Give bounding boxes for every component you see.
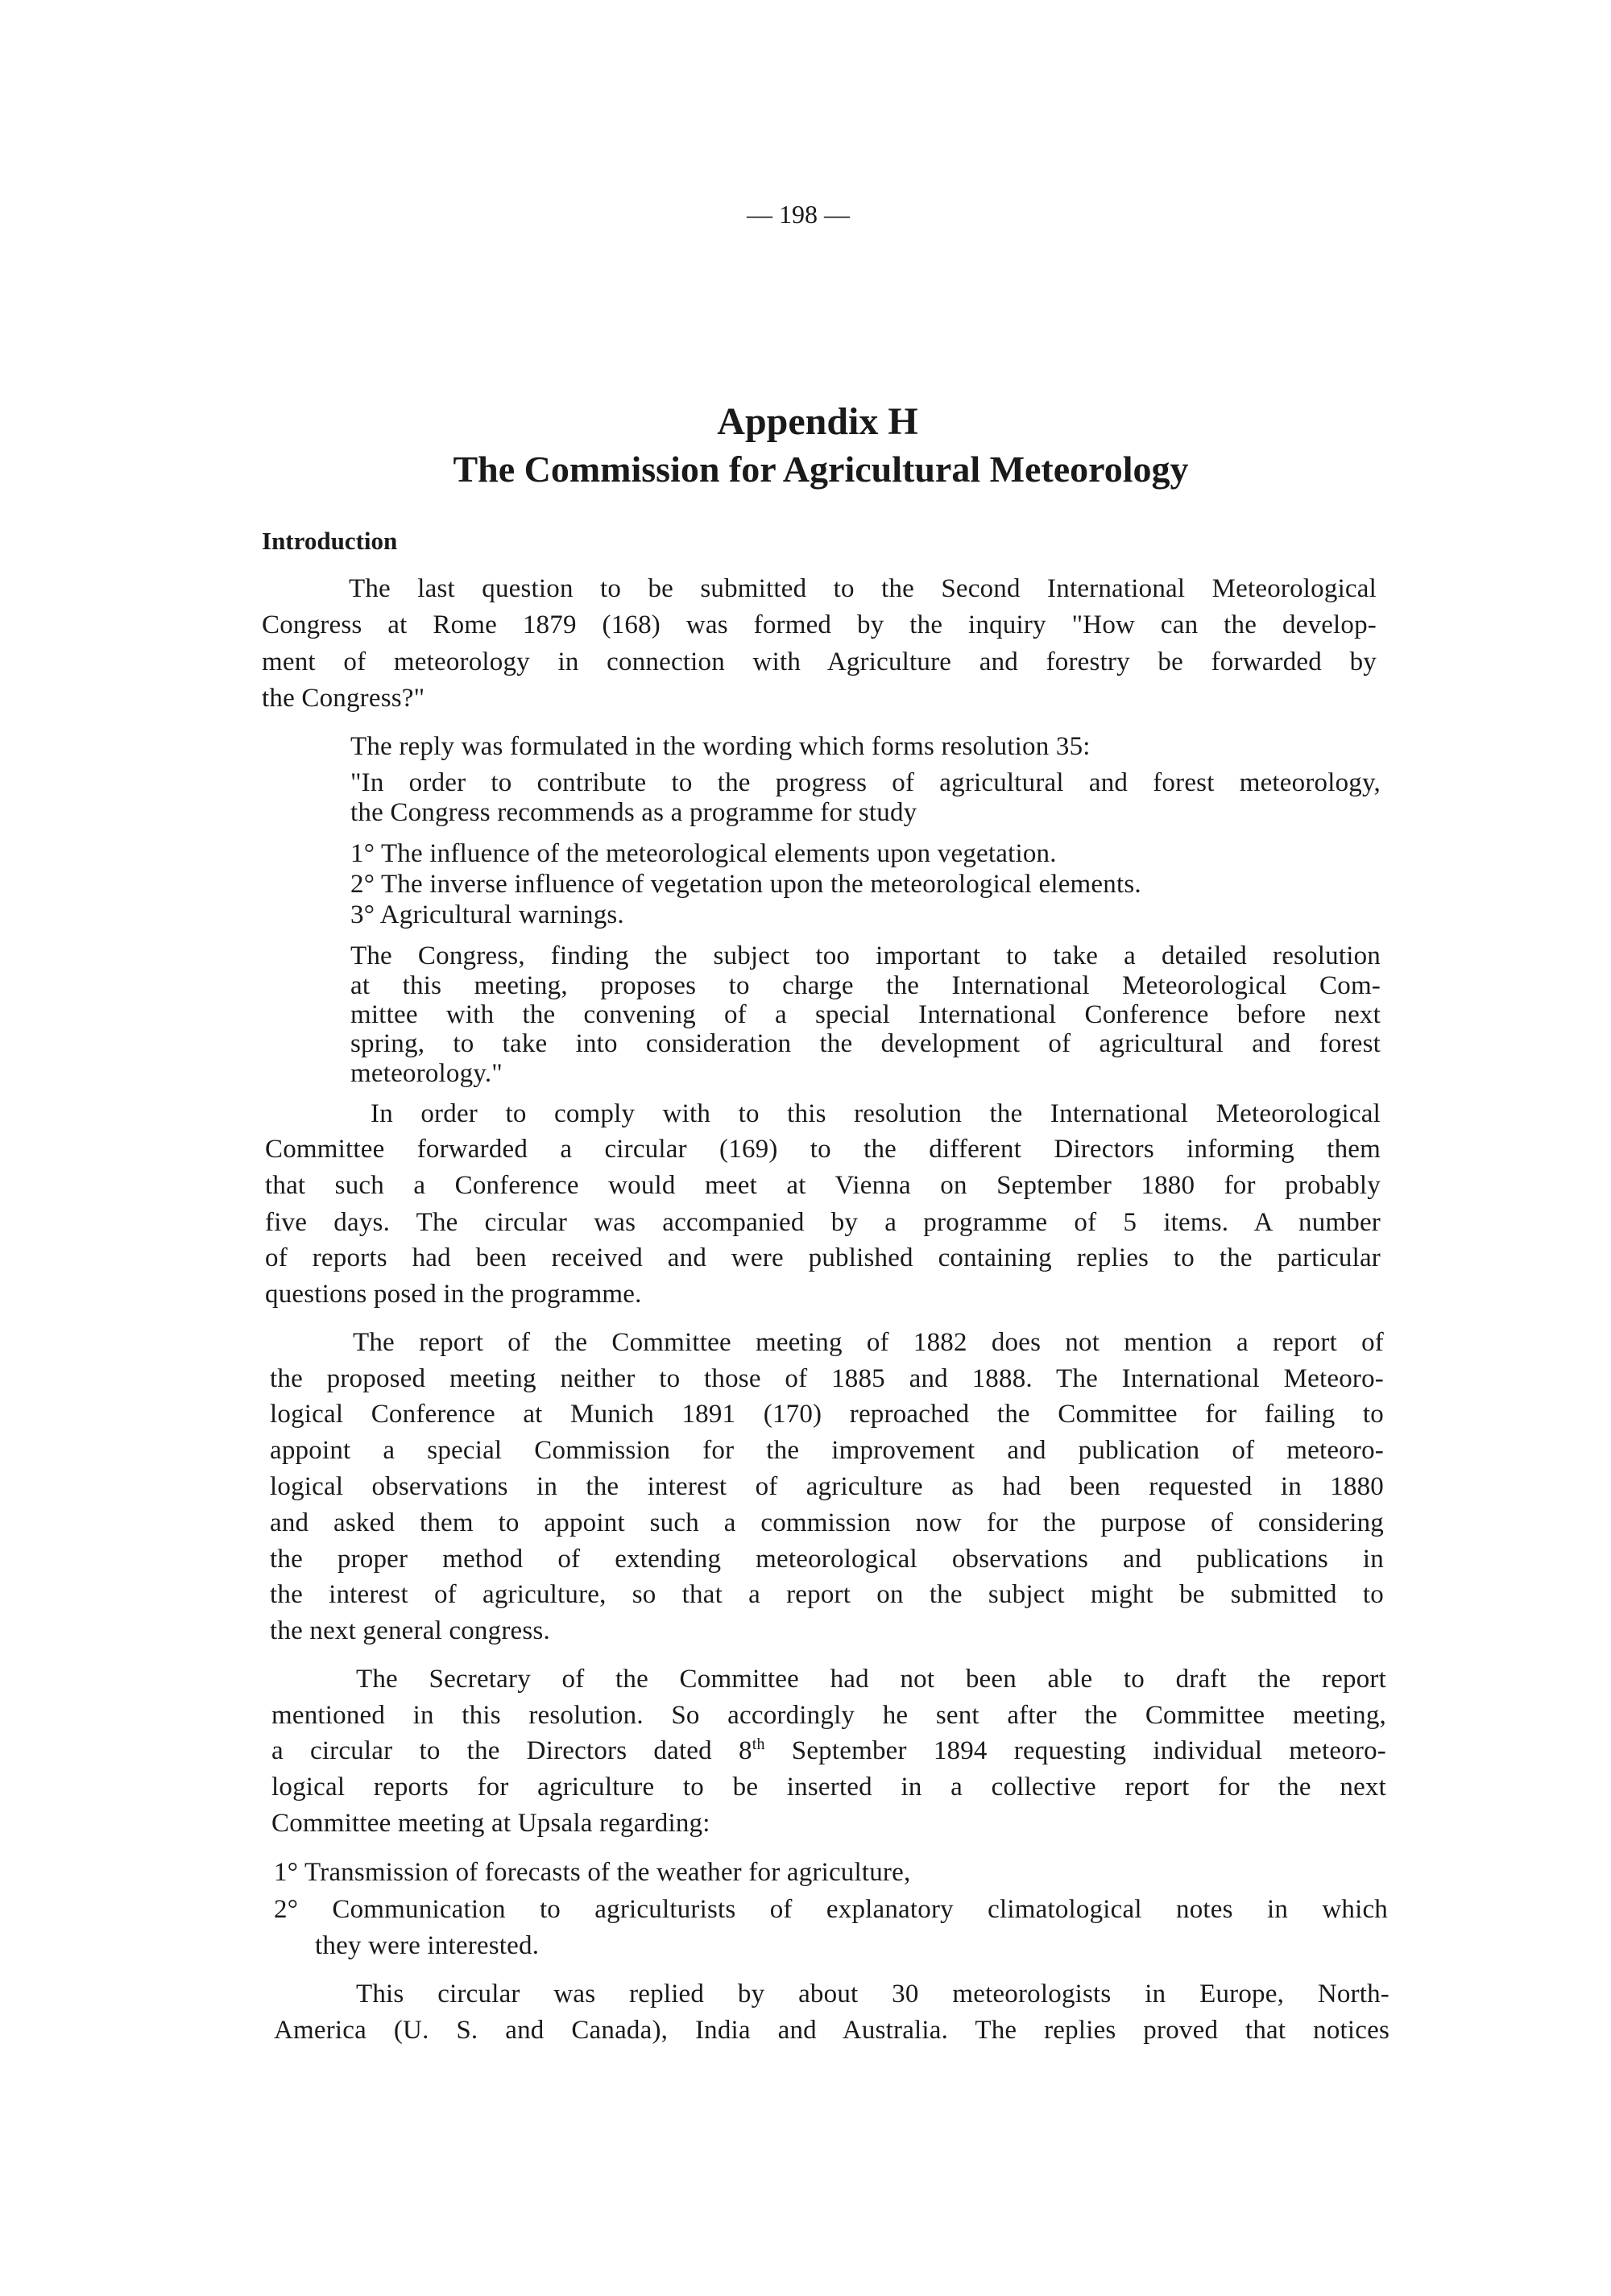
text-line: Committee meeting at Upsala regarding: [271,1809,710,1838]
text-line: the Congress?" [262,684,425,713]
text-line: The Secretary of the Committee had not been able to draft the report [356,1665,1386,1694]
page-number: — 198 — [747,200,850,229]
text-line: at this meeting, proposes to charge the International Meteorological Com- [350,971,1381,1000]
text-line: The report of the Committee meeting of 1882 does not mention a report of [353,1328,1384,1357]
text-line: The reply was formulated in the wording which forms resolution 35: [350,732,1091,761]
text-line: appoint a special Commission for the improvement and publication of meteoro- [270,1436,1384,1465]
text-line: the proper method of extending meteorological observations and publications in [270,1545,1384,1574]
text-line: and asked them to appoint such a commission now for the purpose of considering [270,1508,1384,1537]
text-line: In order to comply with to this resolution the International Meteorological [371,1099,1381,1128]
text-line: The last question to be submitted to the Second International Meteorological [349,574,1377,603]
text-line: "In order to contribute to the progress of agricultural and forest meteorology, [350,768,1381,797]
text-line: Congress at Rome 1879 (168) was formed by the inquiry "How can the develop- [262,610,1377,639]
appendix-title: Appendix H [717,400,918,443]
text-line: logical Conference at Munich 1891 (170) reproached the Committee for failing to [270,1400,1384,1429]
section-heading: Introduction [262,527,398,555]
text-line: they were interested. [315,1931,540,1960]
text-line: that such a Conference would meet at Vienna on September 1880 for probably [265,1171,1381,1200]
text-line: 1° The influence of the meteorological elements upon vegetation. [350,839,1057,868]
text-line: the proposed meeting neither to those of 1885 and 1888. The International Meteoro- [270,1364,1384,1393]
text-line: the next general congress. [270,1616,550,1645]
appendix-subtitle: The Commission for Agricultural Meteorology [453,449,1189,490]
text-line: Committee forwarded a circular (169) to the different Directors informing them [265,1135,1381,1164]
text-line: five days. The circular was accompanied by a programme of 5 items. A number [265,1208,1381,1237]
text-line: mittee with the convening of a special International Conference before next [350,1000,1381,1029]
text-line: a circular to the Directors dated 8th September 1894 requesting individual meteoro- [271,1735,1386,1765]
text-line: mentioned in this resolution. So accordingly he sent after the Committee meeting, [271,1701,1386,1730]
text-line: spring, to take into consideration the development of agricultural and forest [350,1029,1381,1058]
text-line: America (U. S. and Canada), India and Australia. The replies proved that notices [274,2016,1389,2045]
text-line: 3° Agricultural warnings. [350,900,624,929]
text-line: The Congress, finding the subject too important to take a detailed resolution [350,941,1381,970]
text-line: the interest of agriculture, so that a report on the subject might be submitted to [270,1580,1384,1609]
text-line: questions posed in the programme. [265,1280,642,1309]
text-line: 1° Transmission of forecasts of the weather for agriculture, [274,1858,911,1887]
text-line: ment of meteorology in connection with Agriculture and forestry be forwarded by [262,647,1377,676]
text-line: 2° Communication to agriculturists of explanatory climatological notes in which [274,1895,1388,1924]
text-line: the Congress recommends as a programme for study [350,798,917,827]
text-line: logical observations in the interest of agriculture as had been requested in 1880 [270,1472,1384,1501]
text-line: of reports had been received and were published containing replies to the particular [265,1243,1381,1272]
text-line: 2° The inverse influence of vegetation upon the meteorological elements. [350,870,1141,899]
text-line: logical reports for agriculture to be inserted in a collective report for the next [271,1773,1386,1802]
text-line: meteorology." [350,1059,503,1088]
text-line: This circular was replied by about 30 meteorologists in Europe, North- [356,1980,1389,2008]
